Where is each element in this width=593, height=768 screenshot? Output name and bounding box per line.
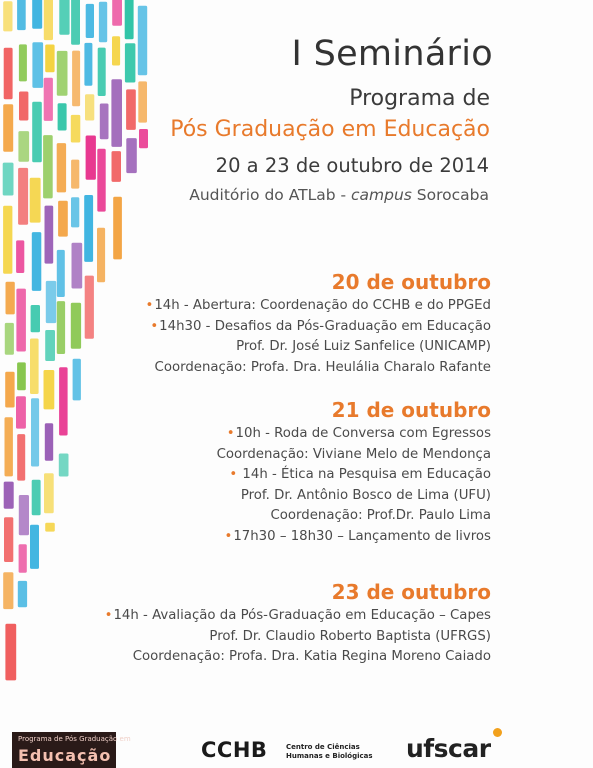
decor-stripe	[16, 396, 26, 428]
schedule-line-text: 14h - Avaliação da Pós-Graduação em Educação – Capes	[113, 608, 491, 623]
decor-stripe	[111, 79, 122, 147]
decor-stripe	[86, 136, 96, 180]
decor-stripe	[30, 178, 41, 223]
decor-stripe	[44, 78, 53, 121]
decor-stripe	[125, 43, 135, 82]
decor-stripe	[45, 206, 54, 264]
schedule-line-text: Prof. Dr. Antônio Bosco de Lima (UFU)	[240, 487, 491, 503]
decor-stripe	[3, 163, 14, 196]
schedule-line	[155, 360, 491, 375]
decor-stripe	[84, 43, 92, 86]
schedule-line-text: 17h30 – 18h30 – Lançamento de livros	[233, 528, 491, 544]
decor-stripe	[71, 303, 81, 349]
decor-stripe	[32, 0, 42, 29]
decor-stripe	[72, 243, 83, 289]
decor-stripe	[45, 330, 55, 361]
decor-stripe	[59, 0, 69, 35]
seminar-title: I Seminário	[291, 34, 493, 74]
decor-stripe	[112, 0, 122, 26]
decor-stripe	[126, 138, 137, 173]
decor-stripe	[5, 372, 14, 408]
decor-stripe	[32, 480, 41, 516]
bullet-icon: •	[145, 298, 154, 313]
schedule-line-text: 14h30 - Desafios da Pós-Graduação em Educação	[159, 318, 491, 334]
cchb-subtitle-line-1: Centro de Ciências	[286, 743, 360, 751]
schedule-line	[133, 649, 491, 664]
decor-stripe	[97, 149, 105, 212]
schedule-line-text: 14h - Ética na Pesquisa em Educação	[238, 467, 491, 482]
decor-stripe	[84, 195, 93, 262]
decor-stripe	[30, 525, 39, 569]
cchb-logo-subtitle	[286, 743, 373, 761]
day-heading: 20 de outubro	[331, 270, 491, 294]
decor-stripe	[98, 48, 106, 96]
decor-stripe	[59, 454, 69, 477]
decor-stripe	[71, 0, 80, 45]
decor-stripe	[44, 473, 54, 513]
venue-suffix: Sorocaba	[411, 186, 489, 204]
decor-stripe	[5, 323, 14, 355]
schedule-line	[229, 467, 491, 482]
ppge-logo	[12, 732, 131, 768]
schedule-line-text: Coordenação: Prof.Dr. Paulo Lima	[270, 508, 491, 523]
day-heading: 23 de outubro	[331, 580, 491, 604]
bullet-icon: •	[224, 528, 233, 544]
decor-stripe	[72, 51, 80, 107]
decor-stripe	[100, 104, 109, 140]
decor-stripe	[3, 206, 12, 274]
event-venue	[189, 186, 489, 204]
decor-stripe	[99, 2, 107, 43]
bullet-icon: •	[150, 318, 159, 334]
schedule-line	[227, 426, 491, 441]
decor-stripe	[31, 305, 40, 332]
decor-stripe	[71, 115, 81, 143]
decor-stripe	[59, 367, 68, 435]
schedule-line-text: Coordenação: Viviane Melo de Mendonça	[216, 446, 491, 462]
decor-stripe	[3, 572, 13, 609]
decor-stripe	[32, 42, 43, 88]
decor-stripe	[4, 48, 13, 99]
decor-stripe	[71, 197, 79, 227]
decor-stripe	[44, 0, 53, 40]
schedule-line-text: Coordenação: Profa. Dra. Katia Regina Moreno Caiado	[132, 649, 491, 664]
decor-stripe	[44, 370, 55, 409]
schedule-line-text: Prof. Dr. José Luiz Sanfelice (UNICAMP)	[236, 339, 491, 354]
decor-stripe	[112, 151, 122, 182]
venue-prefix: Auditório do ATLab -	[189, 186, 352, 204]
decor-stripe	[45, 45, 54, 73]
decor-stripe	[112, 36, 120, 65]
decor-stripe	[85, 276, 94, 339]
day-heading: 21 de outubro	[331, 398, 491, 422]
decor-stripe	[86, 4, 94, 38]
decor-stripe	[32, 102, 42, 162]
schedule-line	[150, 319, 491, 334]
decor-stripe	[113, 197, 122, 260]
footer-logos	[0, 728, 593, 768]
schedule-line	[241, 488, 491, 503]
bullet-icon: •	[229, 467, 238, 482]
colorful-stripes-decoration	[0, 0, 160, 700]
bullet-icon: •	[104, 608, 113, 623]
decor-stripe	[4, 517, 13, 562]
decor-stripe	[97, 228, 105, 282]
schedule-line	[217, 447, 491, 462]
decor-stripe	[43, 135, 53, 198]
decor-stripe	[19, 495, 29, 535]
program-name: Pós Graduação em Educação	[170, 117, 490, 142]
decor-stripe	[126, 89, 136, 129]
ufscar-logo-dot	[493, 728, 502, 737]
decor-stripe	[6, 282, 15, 315]
decor-stripe	[57, 250, 65, 297]
schedule-line-text: Coordenação: Profa. Dra. Heulália Charalo Rafante	[154, 359, 491, 375]
decor-stripe	[85, 94, 94, 120]
decor-stripe	[17, 362, 26, 390]
decor-stripe	[19, 92, 28, 121]
decor-stripe	[57, 301, 65, 354]
decor-stripe	[3, 1, 12, 31]
decor-stripe	[3, 104, 13, 151]
decor-stripe	[18, 581, 27, 607]
decor-stripe	[17, 0, 26, 30]
decor-stripe	[5, 417, 13, 476]
decor-stripe	[138, 81, 147, 122]
cchb-subtitle-line-2: Humanas e Biológicas	[286, 752, 373, 760]
decor-stripe	[46, 281, 56, 323]
decor-stripe	[139, 129, 148, 148]
cchb-logo: CCHB	[201, 738, 268, 762]
schedule-line	[209, 629, 491, 644]
schedule-line	[224, 529, 491, 544]
ppge-logo-big-text: Educação	[18, 746, 112, 765]
event-dates: 20 a 23 de outubro de 2014	[215, 154, 489, 177]
decor-stripe	[31, 398, 39, 466]
decor-stripe	[58, 103, 67, 130]
decor-stripe	[30, 339, 39, 395]
program-subtitle: Programa de	[349, 86, 490, 111]
decor-stripe	[18, 131, 29, 162]
schedule-line	[145, 298, 491, 313]
schedule-line	[236, 339, 491, 354]
schedule-line-text: 10h - Roda de Conversa com Egressos	[235, 426, 491, 441]
bullet-icon: •	[226, 426, 235, 441]
schedule-line-text: 14h - Abertura: Coordenação do CCHB e do PPGEd	[154, 298, 491, 313]
decor-stripe	[73, 359, 81, 401]
decor-stripe	[17, 434, 25, 481]
decor-stripe	[57, 143, 66, 192]
decor-stripe	[58, 201, 68, 237]
decor-stripe	[45, 523, 55, 532]
ppge-logo-small-text: Programa de Pós Graduação em	[18, 735, 131, 743]
decor-stripe	[19, 544, 27, 573]
ufscar-logo: ufscar	[406, 734, 491, 763]
venue-campus: campus	[351, 186, 412, 204]
decor-stripe	[32, 232, 42, 291]
decor-stripe	[18, 168, 28, 225]
decor-stripe	[19, 44, 27, 81]
decor-stripe	[57, 51, 68, 96]
decor-stripe	[71, 160, 79, 189]
decor-stripe	[4, 482, 14, 509]
decor-stripe	[125, 0, 134, 39]
decor-stripe	[45, 423, 53, 460]
decor-stripe	[16, 240, 24, 273]
decor-stripe	[138, 6, 147, 76]
decor-stripe	[16, 289, 26, 352]
schedule-line-text: Prof. Dr. Claudio Roberto Baptista (UFRGS)	[209, 628, 491, 644]
schedule-line	[105, 608, 491, 623]
decor-stripe	[5, 624, 16, 681]
schedule-line	[270, 508, 491, 523]
